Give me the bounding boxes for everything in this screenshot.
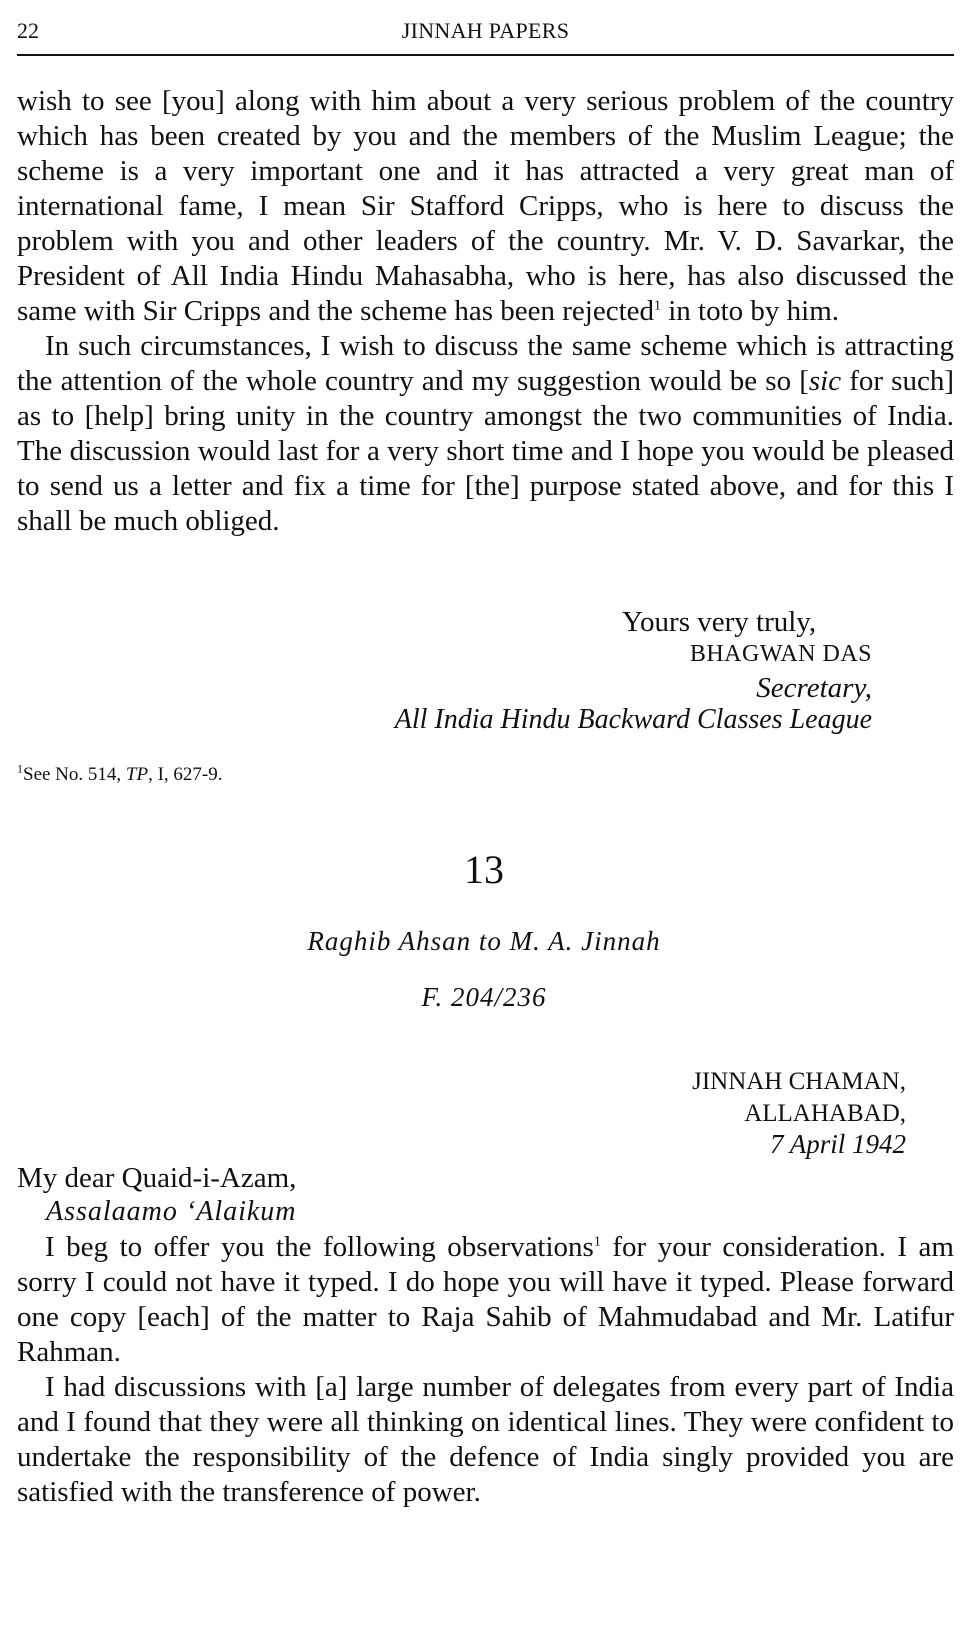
document-heading: Raghib Ahsan to M. A. Jinnah xyxy=(307,926,661,956)
footnote-marker: 1 xyxy=(654,298,661,314)
letter-body xyxy=(17,84,954,539)
signer-name: BHAGWAN DAS xyxy=(689,641,872,667)
running-title: JINNAH PAPERS xyxy=(401,18,570,43)
paragraph: I beg to offer you the following observations$^1$ for your consideration. I am sorry I could not have it typed. I do hope you will have it typed. Please forward one copy [each] of the matter to Raja Sahib of Mahmudabad and Mr. Latifur Rahman. xyxy=(17,1231,954,1368)
paragraph: In such circumstances, I wish to discuss the same scheme which is attracting the attention of the whole country and my suggestion would be so [sic for such] as to [help] bring unity in the country amongst the two communities of India. The discussion would last for a very short time and I hope you would be pleased to send us a letter and fix a time for [the] purpose stated above, and for this I shall be much obliged. xyxy=(17,330,954,537)
closing: Yours very truly, xyxy=(622,606,817,638)
signer-title: Secretary, xyxy=(756,672,872,704)
paragraph: I had discussions with [a] large number of delegates from every part of India and I found that they were all thinking on identical lines. They were confident to undertake the responsibility of the defence of India singly provided you are satisfied with the transference of power. xyxy=(17,1371,954,1508)
page-number: 22 xyxy=(17,18,39,43)
greeting: Assalaamo ‘Alaikum xyxy=(46,1196,297,1227)
page-header xyxy=(17,14,954,56)
letter-body xyxy=(17,1230,954,1510)
paragraph: wish to see [you] along with him about a very serious problem of the country which has been created by you and the members of the Muslim League; the scheme is a very important one and it has attracted a very great man of international fame, I mean Sir Stafford Cripps, who is here to discuss the problem with you and other leaders of the country. Mr. V. D. Savarkar, the President of All India Hindu Mahasabha, who is here, has also discussed the same with Sir Cripps and the scheme has been rejected$^1$ in toto by him. xyxy=(17,85,954,327)
address-line: ALLAHABAD, xyxy=(744,1100,906,1127)
letter-date: 7 April 1942 xyxy=(769,1129,906,1159)
file-reference: F. 204/236 xyxy=(421,982,547,1012)
signer-organization: All India Hindu Backward Classes League xyxy=(394,704,872,735)
footnote: $^1$See No. 514, TP, I, 627-9. xyxy=(17,761,223,785)
salutation: My dear Quaid-i-Azam, xyxy=(17,1162,297,1194)
address-line: JINNAH CHAMAN, xyxy=(692,1068,906,1095)
document-number: 13 xyxy=(464,847,504,892)
footnote-marker: 1 xyxy=(593,1234,601,1250)
